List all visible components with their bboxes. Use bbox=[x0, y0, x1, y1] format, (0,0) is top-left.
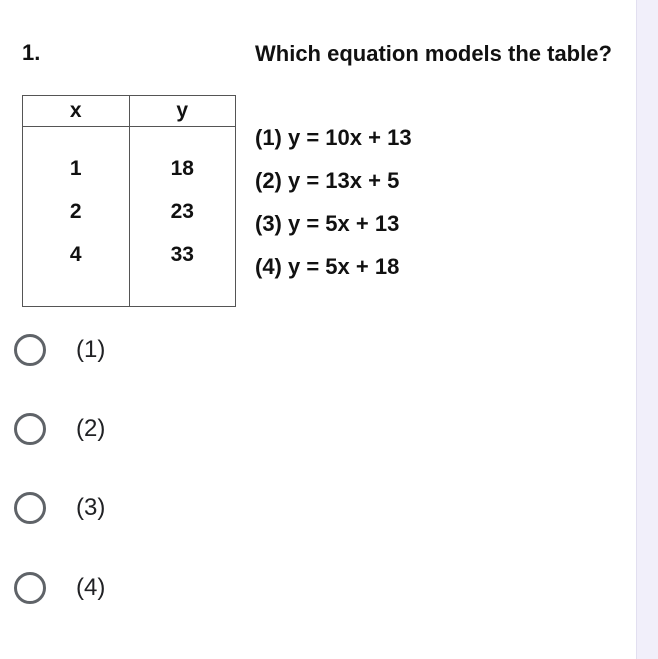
xy-table bbox=[22, 95, 236, 307]
right-gutter bbox=[636, 0, 658, 659]
option-label[interactable]: (1) bbox=[76, 336, 106, 363]
equation-choice: (3) y = 5x + 13 bbox=[255, 211, 400, 236]
table-cell: 4 bbox=[23, 233, 130, 276]
radio-button-icon[interactable] bbox=[14, 572, 46, 604]
option-label[interactable]: (3) bbox=[76, 494, 106, 521]
option-3[interactable] bbox=[14, 488, 105, 528]
option-label[interactable]: (2) bbox=[76, 415, 106, 442]
table-cell: 1 bbox=[23, 127, 130, 191]
table-row bbox=[23, 190, 236, 233]
table-header-y: y bbox=[129, 96, 236, 127]
radio-button-icon[interactable] bbox=[14, 413, 46, 445]
table-row bbox=[23, 233, 236, 276]
table-cell: 33 bbox=[129, 233, 236, 276]
question-number: 1. bbox=[22, 40, 41, 65]
equation-choice: (4) y = 5x + 18 bbox=[255, 254, 400, 279]
option-1[interactable] bbox=[14, 330, 105, 370]
radio-button-icon[interactable] bbox=[14, 334, 46, 366]
table-cell: 23 bbox=[129, 190, 236, 233]
table-cell: 18 bbox=[129, 127, 236, 191]
table-cell: 2 bbox=[23, 190, 130, 233]
radio-button-icon[interactable] bbox=[14, 492, 46, 524]
option-4[interactable] bbox=[14, 568, 105, 608]
table-row bbox=[23, 127, 236, 191]
option-label[interactable]: (4) bbox=[76, 574, 106, 601]
equation-choices bbox=[255, 122, 412, 294]
table-header-x: x bbox=[23, 96, 130, 127]
question-prompt: Which equation models the table? bbox=[255, 41, 612, 66]
equation-choice: (2) y = 13x + 5 bbox=[255, 168, 400, 193]
equation-choice: (1) y = 10x + 13 bbox=[255, 125, 412, 150]
table-row-spacer bbox=[23, 276, 236, 307]
option-2[interactable] bbox=[14, 409, 105, 449]
